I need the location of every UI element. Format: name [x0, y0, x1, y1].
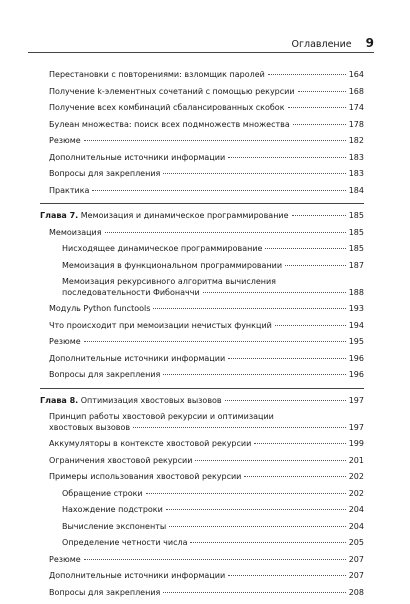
toc-row: [49, 588, 364, 599]
toc-entry[interactable]: [40, 370, 364, 381]
toc-row: [49, 337, 364, 348]
toc-row: [49, 423, 364, 434]
toc-entry-text: Вопросы для закрепления: [49, 587, 161, 597]
toc-row: [49, 354, 364, 365]
toc-entry-text: Дополнительные источники информации: [49, 152, 226, 162]
toc-entry[interactable]: [40, 588, 364, 599]
chapter-prefix: Глава 7.: [40, 211, 79, 220]
toc-entry[interactable]: [40, 571, 364, 582]
toc-entry-text: Резюме: [49, 554, 81, 564]
toc-entry[interactable]: [40, 505, 364, 516]
running-header: [28, 36, 374, 53]
dot-leader: [244, 476, 345, 477]
toc-page-number: 164: [348, 70, 364, 79]
toc-entry[interactable]: [40, 277, 364, 298]
toc-entry-text: последовательности Фибоначчи: [62, 287, 200, 297]
dot-leader: [225, 400, 346, 401]
toc-chapter[interactable]: [40, 211, 364, 222]
toc-entry[interactable]: [40, 120, 364, 131]
dot-leader: [146, 493, 346, 494]
toc-row: [49, 103, 364, 114]
toc-row: [62, 244, 364, 255]
toc-page-number: 205: [348, 538, 364, 547]
dot-leader: [166, 509, 346, 510]
toc-entry[interactable]: [40, 555, 364, 566]
toc-entry-text: Получение всех комбинаций сбалансированных скобок: [49, 103, 285, 112]
toc-entry[interactable]: [40, 472, 364, 483]
toc-page-number: 204: [348, 505, 364, 514]
toc-page-number: 196: [348, 353, 364, 363]
toc-entry-text: Мемоизация рекурсивного алгоритма вычисления: [62, 277, 276, 286]
toc-entry-text: Вопросы для закрепления: [49, 169, 161, 178]
dot-leader: [203, 292, 346, 293]
toc-row: [49, 555, 364, 566]
toc-row: [49, 228, 364, 239]
toc-entry[interactable]: [40, 337, 364, 348]
dot-leader: [84, 140, 346, 141]
toc-row: [49, 472, 364, 483]
dot-leader: [133, 427, 346, 428]
toc-row: [49, 321, 364, 332]
toc-entry[interactable]: [40, 70, 364, 81]
toc-entry[interactable]: [40, 522, 364, 533]
dot-leader: [268, 74, 346, 75]
toc-entry-text: Что происходит при мемоизации нечистых функций: [49, 320, 272, 330]
dot-leader: [84, 559, 346, 560]
toc-entry-text: [40, 211, 289, 222]
toc-row: [49, 370, 364, 381]
toc-page-number: 184: [348, 185, 364, 195]
toc-entry-text: Булеан множества: поиск всех подмножеств множества: [49, 119, 290, 129]
toc-page-number: 204: [348, 521, 364, 531]
toc-page-number: 195: [348, 337, 364, 346]
dot-leader: [92, 190, 345, 191]
toc-page-number: 187: [348, 260, 364, 270]
toc-entry-text: Нахождение подстроки: [62, 505, 163, 514]
toc-page-number: 183: [348, 169, 364, 178]
dot-leader: [84, 341, 346, 342]
toc-row: [49, 153, 364, 164]
dot-leader: [163, 173, 345, 174]
chapter-prefix: Глава 8.: [40, 395, 79, 405]
toc-row: [62, 522, 364, 533]
dot-leader: [228, 358, 346, 359]
toc-row: [40, 396, 364, 407]
toc-page-number: 168: [348, 86, 364, 96]
dot-leader: [285, 265, 346, 266]
chapter-title: Мемоизация и динамическое программирование: [78, 211, 289, 220]
toc-entry[interactable]: [40, 439, 364, 450]
toc-entry-text: Мемоизация в функциональном программировании: [62, 260, 283, 270]
toc-row: [49, 70, 364, 81]
toc-page-number: 202: [348, 488, 364, 498]
toc-page-number: 182: [348, 136, 364, 145]
toc-page-number: 188: [348, 287, 364, 297]
toc-entry-text: Мемоизация: [49, 227, 102, 237]
toc-entry[interactable]: [40, 228, 364, 239]
dot-leader: [163, 374, 345, 375]
toc-row: [49, 439, 364, 450]
toc-page-number: 199: [348, 439, 364, 448]
toc-entry[interactable]: [40, 136, 364, 147]
toc-chapter[interactable]: [40, 396, 364, 407]
dot-leader: [190, 542, 345, 543]
toc-entry[interactable]: [40, 169, 364, 180]
toc-page-number: 207: [348, 571, 364, 580]
toc-entry[interactable]: [40, 153, 364, 164]
toc-row: [62, 538, 364, 549]
toc-row: [49, 304, 364, 315]
toc-page-number: 185: [348, 227, 364, 237]
toc-entry[interactable]: [40, 456, 364, 467]
page-number: 9: [365, 36, 374, 50]
toc-entry-text: Обращение строки: [62, 488, 143, 498]
toc-page-number: 202: [348, 472, 364, 481]
toc-entry-text: Практика: [49, 185, 90, 195]
dot-leader: [293, 124, 346, 125]
toc-row: [62, 489, 364, 500]
toc-page-number: 174: [348, 103, 364, 112]
toc-entry-text: хвостовых вызовов: [49, 422, 131, 432]
toc-entry-text: Вычисление экспоненты: [62, 521, 167, 531]
header-title: Оглавление: [291, 39, 352, 50]
toc-row: [62, 261, 364, 272]
toc-entry-text: Перестановки с повторениями: взломщик паролей: [49, 70, 265, 79]
toc-page-number: 201: [348, 455, 364, 465]
toc-entry-text: Примеры использования хвостовой рекурсии: [49, 472, 242, 481]
toc-entry-text: Нисходящее динамическое программирование: [62, 244, 263, 253]
toc-entry-text: Модуль Python functools: [49, 304, 151, 313]
toc-page-number: 185: [348, 211, 364, 220]
toc-page-number: 207: [348, 554, 364, 564]
toc-entry-text: Резюме: [49, 337, 81, 346]
toc-entry[interactable]: [40, 412, 364, 433]
toc-entry-text: [40, 396, 222, 407]
section-divider: [40, 203, 364, 204]
dot-leader: [292, 215, 346, 216]
toc-entry-text: Принцип работы хвостовой рекурсии и оптимизации: [49, 412, 274, 421]
toc-page-number: 183: [348, 152, 364, 162]
toc-page-number: 178: [348, 119, 364, 129]
toc-entry[interactable]: [40, 87, 364, 98]
chapter-title: Оптимизация хвостовых вызовов: [78, 395, 222, 405]
toc-entry-text: Резюме: [49, 136, 81, 145]
dot-leader: [169, 526, 346, 527]
toc-entry[interactable]: [40, 538, 364, 549]
dot-leader: [195, 460, 345, 461]
dot-leader: [298, 91, 346, 92]
toc-page-number: 196: [348, 370, 364, 379]
toc-entry[interactable]: [40, 261, 364, 272]
toc-row: [49, 169, 364, 180]
toc-row: [49, 87, 364, 98]
toc-entry[interactable]: [40, 304, 364, 315]
toc-entry-text: Дополнительные источники информации: [49, 571, 226, 580]
toc-page-number: 194: [348, 320, 364, 330]
toc-page-number: 193: [348, 304, 364, 313]
toc-entry-text: Получение k-элементных сочетаний с помощью рекурсии: [49, 86, 295, 96]
toc-row: [49, 186, 364, 197]
toc-entry[interactable]: [40, 321, 364, 332]
toc-page-number: 197: [348, 395, 364, 405]
dot-leader: [105, 232, 346, 233]
toc-entry[interactable]: [40, 489, 364, 500]
toc-row: [49, 456, 364, 467]
dot-leader: [153, 308, 345, 309]
dot-leader: [228, 157, 346, 158]
dot-leader: [275, 325, 346, 326]
toc-entry[interactable]: [40, 244, 364, 255]
table-of-contents: [40, 70, 364, 604]
toc-row: [62, 288, 364, 299]
dot-leader: [163, 592, 345, 593]
dot-leader: [288, 107, 346, 108]
toc-row: [49, 571, 364, 582]
toc-row: [49, 136, 364, 147]
toc-entry[interactable]: [40, 103, 364, 114]
toc-entry-text: Ограничения хвостовой рекурсии: [49, 455, 193, 465]
toc-entry[interactable]: [40, 186, 364, 197]
toc-entry-text: Определение четности числа: [62, 538, 188, 547]
toc-row: [49, 120, 364, 131]
dot-leader: [265, 248, 345, 249]
toc-entry-text: Дополнительные источники информации: [49, 353, 226, 363]
toc-page-number: 197: [348, 422, 364, 432]
toc-row: [40, 211, 364, 222]
toc-page-number: 185: [348, 244, 364, 253]
toc-entry-text: Вопросы для закрепления: [49, 370, 161, 379]
toc-page-number: 208: [348, 587, 364, 597]
toc-row: [62, 505, 364, 516]
toc-entry[interactable]: [40, 354, 364, 365]
dot-leader: [254, 443, 345, 444]
section-divider: [40, 388, 364, 389]
dot-leader: [228, 575, 346, 576]
toc-entry-text: Аккумуляторы в контексте хвостовой рекурсии: [49, 439, 252, 448]
